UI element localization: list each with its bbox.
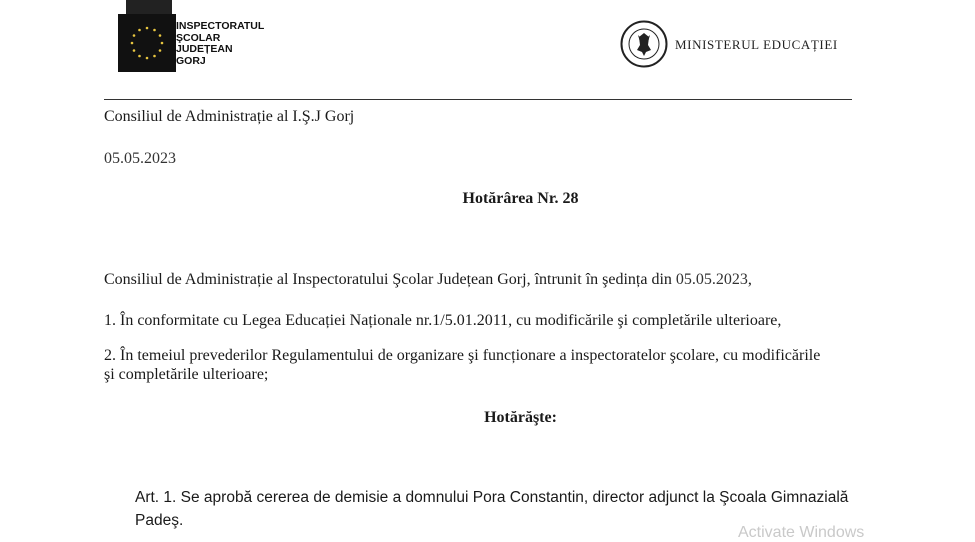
decision-heading: Hotărăşte: (484, 409, 557, 426)
logo-text: INSPECTORATUL ŞCOLAR JUDEȚEAN GORJ (176, 20, 265, 67)
article-1-line-1: Art. 1. Se aprobă cererea de demisie a domnului Pora Constantin, director adjunct la Şcoala Gimnazială (135, 489, 849, 506)
paragraph-1: 1. În conformitate cu Legea Educației Naționale nr.1/5.01.2011, cu modificările şi completările ulterioare, (104, 312, 782, 329)
paragraph-2-line-2: şi completările ulterioare; (104, 366, 269, 383)
document-title: Hotărârea Nr. 28 (462, 190, 579, 207)
article-1-line-2: Padeş. (135, 512, 184, 529)
ministry-name: MINISTERUL EDUCAȚIEI (675, 37, 838, 52)
paragraph-2-line-1: 2. În temeiul prevederilor Regulamentului de organizare şi funcționare a inspectoratelor şcolare, cu modificările (104, 347, 821, 364)
government-seal-icon (620, 20, 668, 68)
council-name: Consiliul de Administrație al I.Ş.J Gorj (104, 108, 355, 125)
document-date: 05.05.2023 (104, 150, 176, 167)
eu-stars-icon (118, 14, 176, 72)
header-divider (104, 99, 852, 100)
isj-gorj-logo (118, 0, 288, 78)
intro-paragraph: Consiliul de Administrație al Inspectoratului Şcolar Județean Gorj, întrunit în şedința din 05.05.2023, (104, 271, 752, 288)
activation-watermark: Activate Windows (738, 524, 865, 541)
